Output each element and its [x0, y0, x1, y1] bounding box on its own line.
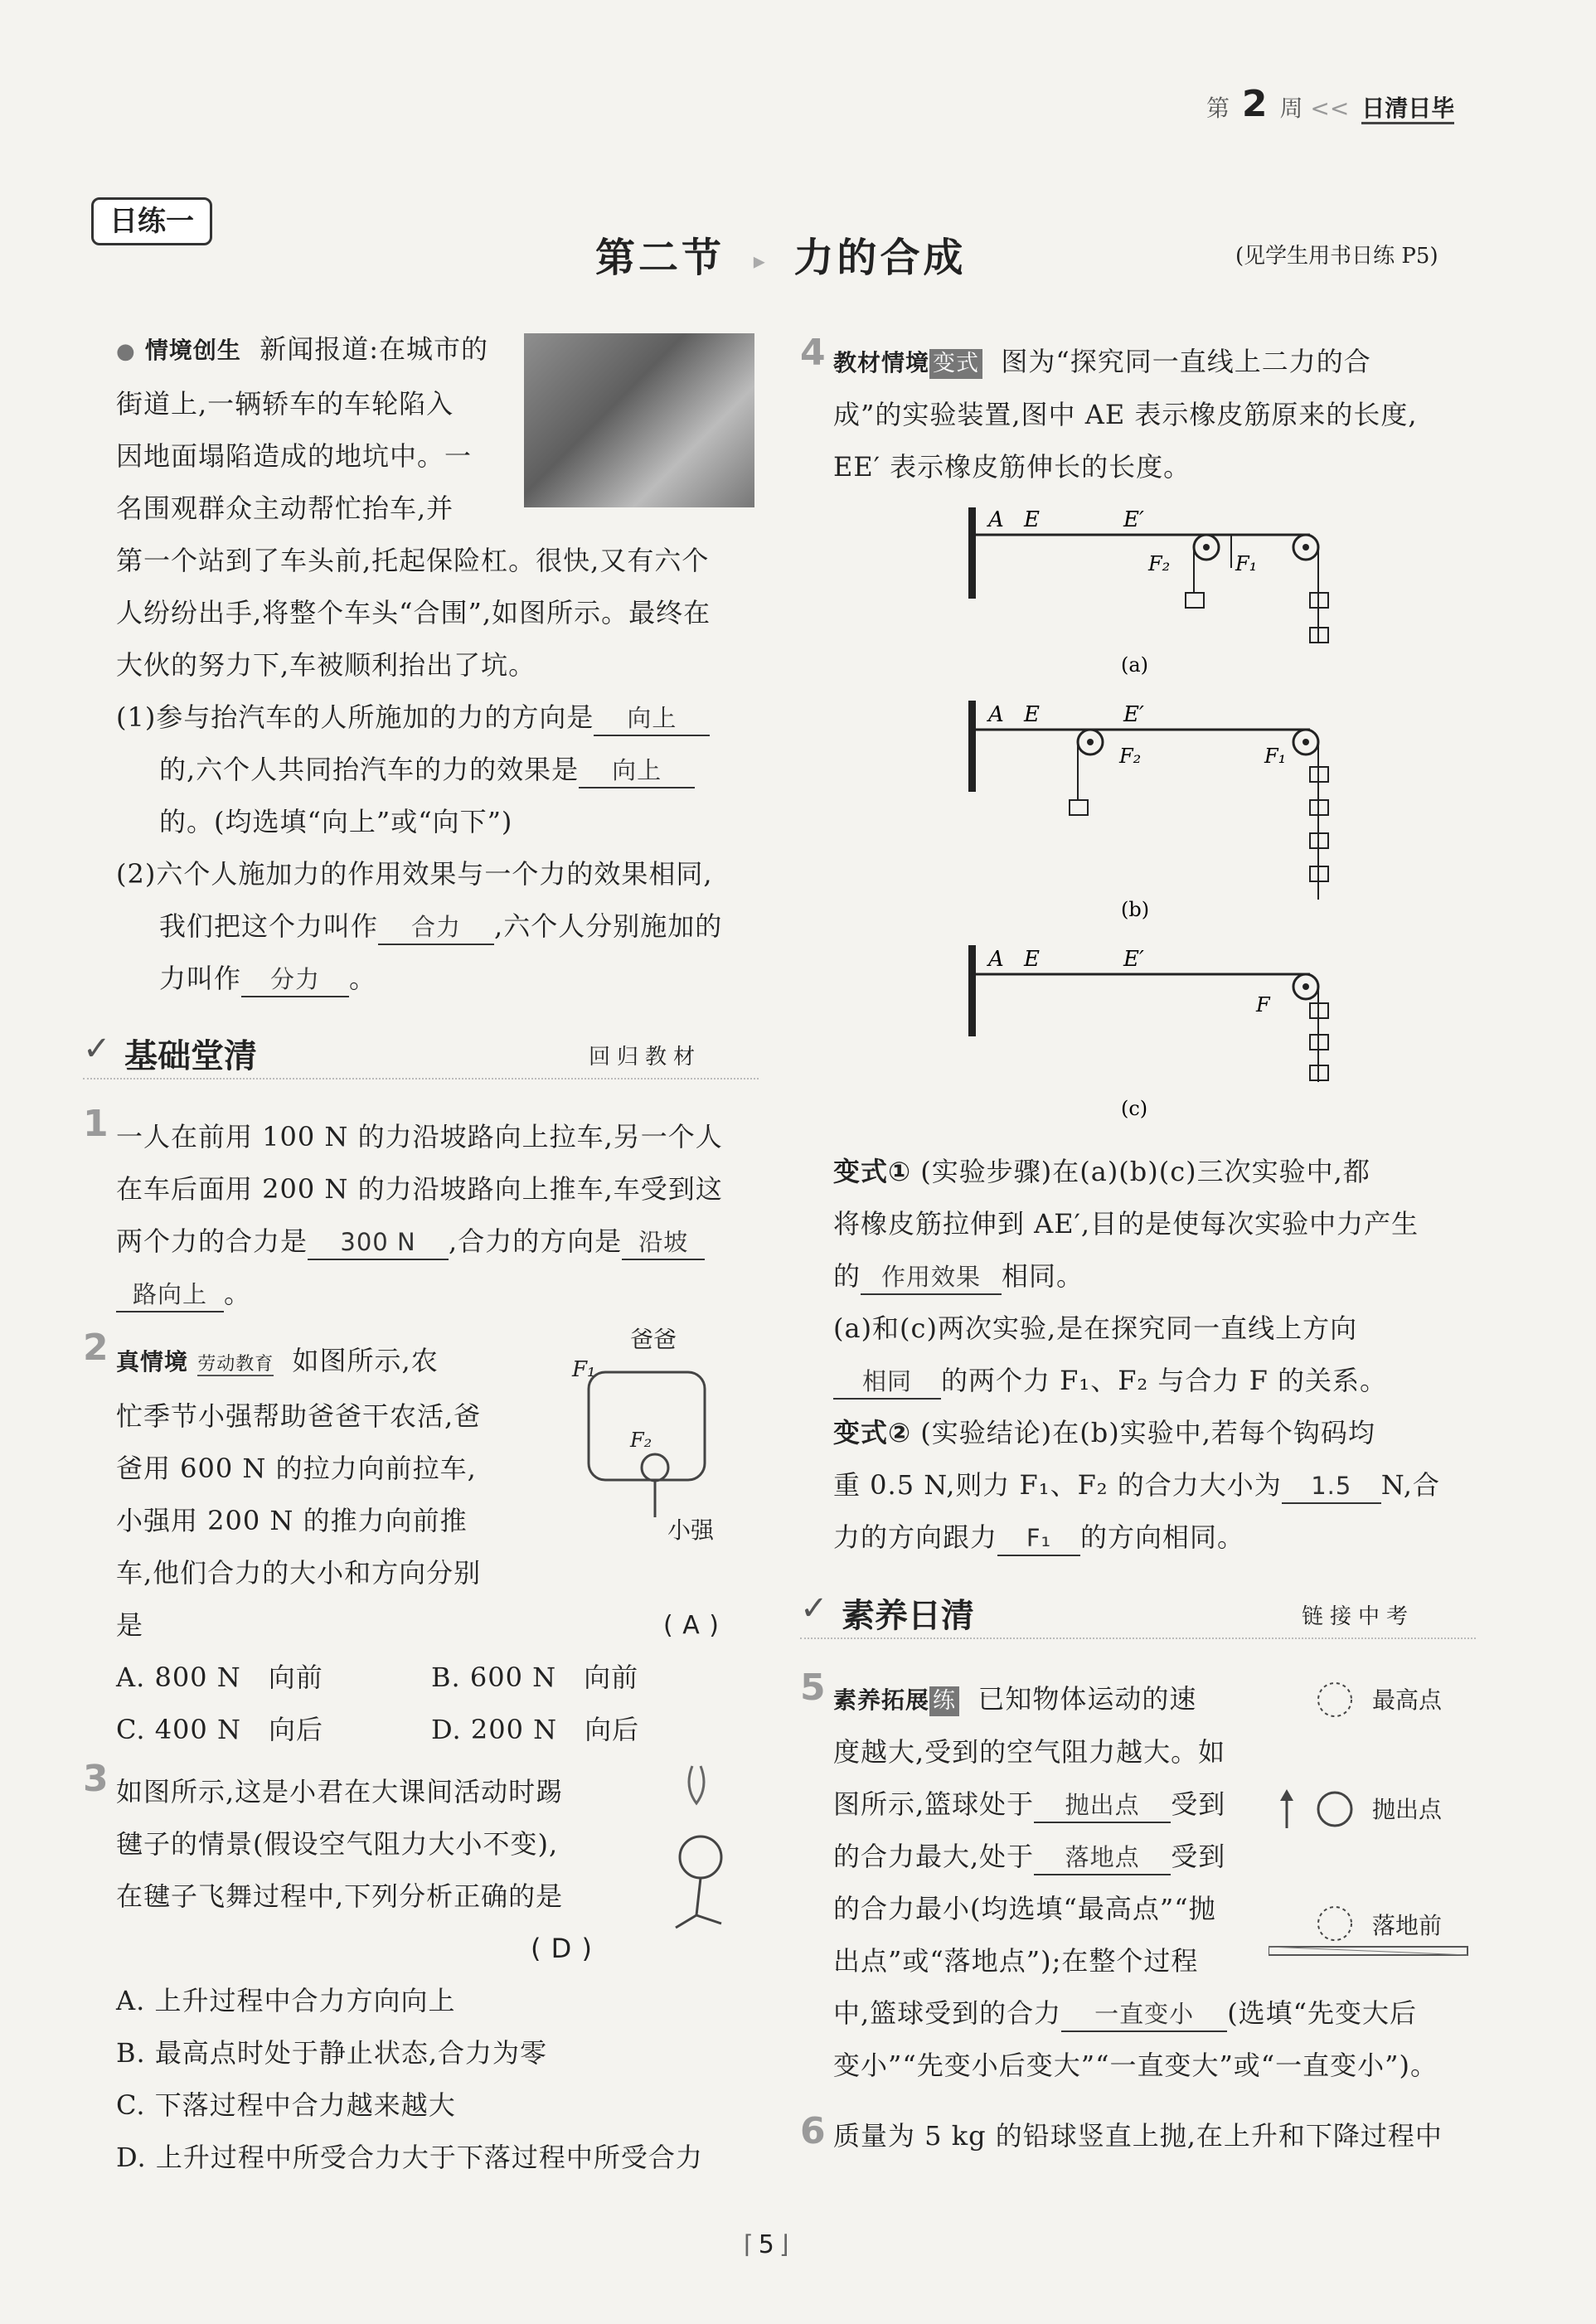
- q4-line: (a)和(c)两次实验,是在探究同一直线上方向: [833, 1312, 1358, 1344]
- q2-option-d: D. 200 N 向后: [431, 1714, 640, 1745]
- intro-line: 名围观群众主动帮忙抬车,并: [116, 492, 454, 524]
- svg-text:E′: E′: [1123, 507, 1144, 532]
- q4-line: N,合: [1380, 1469, 1440, 1501]
- q5-line: 的合力最大,处于: [833, 1841, 1035, 1872]
- intro-q2a: (2)六个人施加力的作用效果与一个力的效果相同,: [116, 858, 713, 890]
- q2-tag: 真情境: [116, 1348, 189, 1375]
- q5-line: 中,篮球受到的合力: [833, 1997, 1062, 2029]
- q3-option-d: D. 上升过程中所受合力大于下落过程中所受合力: [116, 2142, 703, 2173]
- q4-variants: [833, 1146, 1484, 1564]
- intro-line: 新闻报道:在城市的: [260, 333, 489, 365]
- cart-shape: [589, 1372, 705, 1480]
- fig-label-f2: F₂: [630, 1429, 652, 1452]
- q1-line: 在车后面用 200 N 的力沿坡路向上推车,车受到这: [116, 1173, 723, 1205]
- variant-1-tag: 变式①: [833, 1156, 912, 1187]
- q4-line: 相同。: [1002, 1260, 1084, 1292]
- week-prefix: 第: [1206, 95, 1230, 122]
- q4-line: 图为“探究同一直线上二力的合: [1001, 346, 1371, 377]
- answer-blank: 一直变小: [1061, 1997, 1227, 2032]
- answer-blank: 300 N: [308, 1225, 449, 1260]
- q3-line: 如图所示,这是小君在大课间活动时踢: [116, 1776, 564, 1807]
- svg-text:F: F: [1256, 993, 1270, 1016]
- title-section: 第二节: [595, 235, 725, 281]
- bulb-icon: ●: [116, 339, 136, 364]
- svg-text:F₂: F₂: [1119, 745, 1142, 768]
- intro-line: 大伙的努力下,车被顺利抬出了坑。: [116, 649, 536, 681]
- svg-text:E: E: [1024, 947, 1040, 972]
- section-subtitle: 链接中考: [1302, 1604, 1415, 1629]
- q4-line: 力的方向跟力: [833, 1521, 998, 1553]
- intro-q1c: 的。(均选填“向上”或“向下”): [159, 806, 513, 837]
- q2-line: 如图所示,农: [292, 1345, 439, 1376]
- week-header: 第 2 周 << 日清日毕: [1206, 83, 1455, 125]
- section-title: 素养日清: [842, 1597, 974, 1635]
- svg-text:F₂: F₂: [1148, 552, 1171, 575]
- svg-text:(b): (b): [1121, 898, 1150, 921]
- svg-text:(a): (a): [1121, 653, 1149, 677]
- intro-q1b: 的,六个人共同抬汽车的力的效果是: [159, 754, 580, 785]
- intro-q1a: (1)参与抬汽车的人所施加的力的方向是: [116, 701, 594, 733]
- q2-option-a: A. 800 N 向前: [116, 1662, 323, 1693]
- question-number: 1: [83, 1103, 109, 1145]
- question-number: 3: [83, 1758, 109, 1800]
- q5-line: (选填“先变大后: [1227, 1997, 1418, 2029]
- q3-figure: [647, 1762, 754, 1936]
- title-ref: (见学生用书日练 P5): [1235, 244, 1438, 269]
- q4-line: 成”的实验装置,图中 AE 表示橡皮筋原来的长度,: [833, 399, 1418, 430]
- q3-answer: ( D ): [531, 1933, 593, 1964]
- q4-line: 将橡皮筋拉伸到 AE′,目的是使每次实验中力产生: [833, 1208, 1419, 1240]
- q4-tag2: 变式: [929, 349, 982, 379]
- q5-line: 受到: [1171, 1788, 1226, 1820]
- boy-head: [642, 1454, 668, 1481]
- section-subtitle: 回归教材: [589, 1045, 702, 1070]
- svg-text:E′: E′: [1123, 702, 1144, 727]
- answer-blank: 向上: [594, 701, 710, 736]
- answer-blank: 向上: [579, 754, 695, 788]
- q2-option-c: C. 400 N 向后: [116, 1714, 323, 1745]
- q4-line: (实验步骤)在(a)(b)(c)三次实验中,都: [920, 1156, 1370, 1187]
- q4-line: 的: [833, 1260, 861, 1292]
- q2-tag2: 劳动教育: [197, 1354, 274, 1375]
- section-title: 基础堂清: [124, 1037, 257, 1075]
- badge-label: 日练一: [109, 205, 194, 238]
- experiment-figure: [953, 497, 1368, 1128]
- svg-text:A: A: [988, 947, 1004, 972]
- q4-line: 的两个力 F₁、F₂ 与合力 F 的关系。: [941, 1365, 1387, 1396]
- q1-line: 一人在前用 100 N 的力沿坡路向上拉车,另一个人: [116, 1121, 723, 1152]
- intro-q2b: 我们把这个力叫作: [159, 910, 379, 942]
- q3-line: 毽子的情景(假设空气阻力大小不变),: [116, 1828, 559, 1860]
- question-number: 4: [800, 332, 826, 374]
- q1-line: ,合力的方向是: [449, 1225, 623, 1257]
- q5-line: 的合力最小(均选填“最高点”“抛: [833, 1893, 1216, 1924]
- answer-blank: 分力: [241, 963, 349, 997]
- q5-tag: 素养拓展: [833, 1686, 930, 1714]
- q3-option-a: A. 上升过程中合力方向向上: [116, 1985, 456, 2016]
- svg-text:A: A: [988, 507, 1004, 532]
- week-number: 2: [1241, 83, 1268, 125]
- week-suffix: 周: [1279, 95, 1303, 122]
- q4-tag: 教材情境: [833, 349, 930, 376]
- variant-2-tag: 变式②: [833, 1417, 912, 1448]
- intro-line: 街道上,一辆轿车的车轮陷入: [116, 388, 454, 420]
- fig-label-dad: 爸爸: [630, 1326, 677, 1353]
- answer-blank: 相同: [833, 1365, 941, 1400]
- question-4: [833, 336, 1484, 493]
- answer-blank: 路向上: [116, 1278, 224, 1312]
- question-6: [833, 2110, 1484, 2162]
- answer-blank: 合力: [378, 910, 494, 945]
- intro-tag: 情境创生: [144, 337, 241, 364]
- q5-line: 出点”或“落地点”);在整个过程: [833, 1945, 1199, 1977]
- q2-line: 忙季节小强帮助爸爸干农活,爸: [116, 1400, 482, 1432]
- q5-line: 变小”“先变小后变大”“一直变大”或“一直变小”)。: [833, 2050, 1438, 2081]
- diagram-a: [968, 507, 1328, 677]
- check-icon: ✓: [83, 1030, 111, 1068]
- answer-blank: 抛出点: [1034, 1788, 1171, 1823]
- svg-text:E: E: [1024, 507, 1040, 532]
- q2-figure: [564, 1322, 754, 1555]
- answer-blank: 落地点: [1034, 1841, 1171, 1875]
- q5-line: 度越大,受到的空气阻力越大。如: [833, 1736, 1226, 1768]
- section-header-basic: [83, 1028, 759, 1080]
- svg-text:F₁: F₁: [1264, 745, 1287, 768]
- series-name: 日清日毕: [1361, 95, 1454, 124]
- check-icon: ✓: [800, 1589, 828, 1628]
- fig-label-mid: 抛出点: [1372, 1796, 1443, 1823]
- svg-text:(c): (c): [1121, 1097, 1148, 1120]
- page-number: ⌈ 5 ⌋: [744, 2230, 789, 2259]
- q1-line: 。: [224, 1278, 252, 1309]
- q4-line: 重 0.5 N,则力 F₁、F₂ 的合力大小为: [833, 1469, 1282, 1501]
- intro-line: 人纷纷出手,将整个车头“合围”,如图所示。最终在: [116, 597, 711, 628]
- q3-line: 在毽子飞舞过程中,下列分析正确的是: [116, 1880, 564, 1912]
- intro-line: 因地面塌陷造成的地坑中。一: [116, 440, 473, 472]
- q2-line: 小强用 200 N 的推力向前推: [116, 1505, 468, 1536]
- q5-figure: [1269, 1675, 1476, 1990]
- intro-q2c: ,六个人分别施加的: [494, 910, 723, 942]
- q5-line: 已知物体运动的速: [977, 1683, 1197, 1715]
- fig-label-top: 最高点: [1372, 1686, 1443, 1714]
- q2-line: 爸用 600 N 的拉力向前拉车,: [116, 1453, 477, 1484]
- svg-text:A: A: [988, 702, 1004, 727]
- intro-q2e: 。: [349, 963, 377, 994]
- q2-answer: ( A ): [663, 1611, 720, 1640]
- q6-line: 质量为 5 kg 的铅球竖直上抛,在上升和下降过程中: [833, 2120, 1443, 2152]
- section-header-literacy: [800, 1588, 1476, 1639]
- intro-q2d: 力叫作: [159, 963, 242, 994]
- q3-option-c: C. 下落过程中合力越来越大: [116, 2089, 456, 2121]
- title-arrow-icon: ▸: [753, 247, 765, 274]
- question-number: 6: [800, 2110, 826, 2152]
- intro-block: [116, 323, 763, 1005]
- q5-line: 受到: [1171, 1841, 1226, 1872]
- page-number-value: 5: [758, 2230, 774, 2259]
- q5-line: 图所示,篮球处于: [833, 1788, 1035, 1820]
- q4-line: (实验结论)在(b)实验中,若每个钩码均: [920, 1417, 1375, 1448]
- q2-option-b: B. 600 N 向前: [431, 1662, 639, 1693]
- q2-line: 是: [116, 1609, 144, 1641]
- answer-blank: 作用效果: [861, 1260, 1002, 1295]
- intro-line: 第一个站到了车头前,托起保险杠。很快,又有六个: [116, 545, 710, 576]
- answer-blank: F₁: [997, 1521, 1080, 1556]
- fig-label-bot: 落地前: [1372, 1912, 1443, 1939]
- answer-blank: 1.5: [1282, 1469, 1381, 1504]
- question-number: 2: [83, 1327, 109, 1369]
- q4-line: 的方向相同。: [1080, 1521, 1245, 1553]
- q2-line: 车,他们合力的大小和方向分别: [116, 1557, 482, 1589]
- q3-option-b: B. 最高点时处于静止状态,合力为零: [116, 2037, 548, 2069]
- question-1: [116, 1111, 763, 1320]
- svg-text:F₁: F₁: [1235, 552, 1258, 575]
- title-name: 力的合成: [793, 235, 967, 281]
- diagram-b: [968, 701, 1328, 921]
- q4-line: EE′ 表示橡皮筋伸长的长度。: [833, 451, 1191, 483]
- fig-label-son: 小强: [667, 1516, 715, 1544]
- diagram-c: [968, 945, 1328, 1120]
- question-number: 5: [800, 1667, 826, 1709]
- badge: [91, 197, 212, 245]
- svg-text:E: E: [1024, 702, 1040, 727]
- page-title: [595, 226, 967, 283]
- q1-line: 两个力的合力是: [116, 1225, 308, 1257]
- svg-text:E′: E′: [1123, 947, 1144, 972]
- fig-label-f1: F₁: [572, 1357, 596, 1382]
- answer-blank: 沿坡: [622, 1225, 705, 1260]
- q5-tag2: 练: [929, 1686, 959, 1716]
